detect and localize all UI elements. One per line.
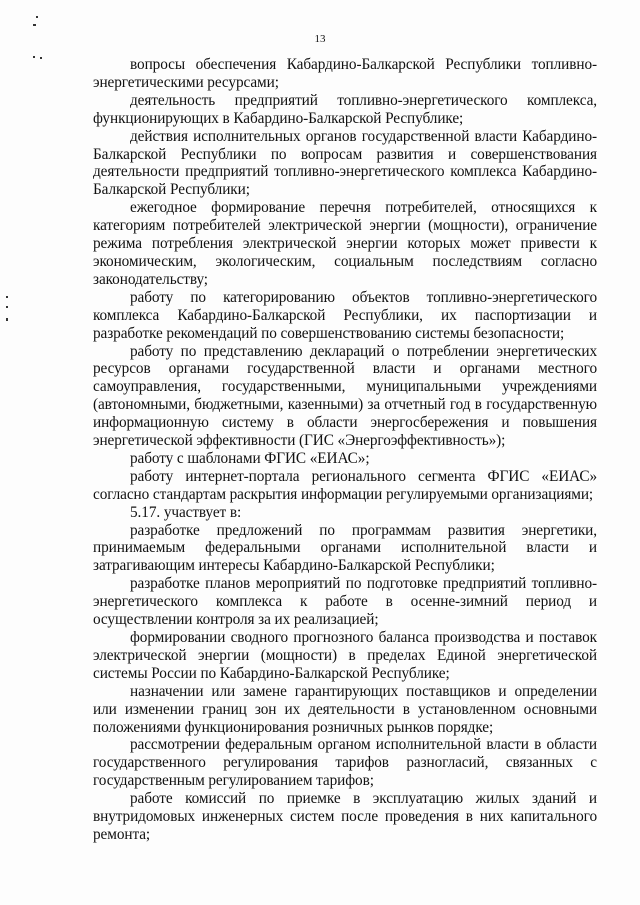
paragraph: работу интернет-портала регионального сегмента ФГИС «ЕИАС» согласно стандартам раскрытия информации регулируемыми организациями; (93, 467, 597, 503)
paragraph: действия исполнительных органов государственной власти Кабардино-Балкарской Республики по вопросам развития и совершенствования деятельности предприятий топливно-энергетического комплекса Кабардино-Балкарской Республики; (93, 127, 597, 199)
scan-mark (36, 16, 38, 18)
document-body (93, 56, 597, 844)
paragraph: работу с шаблонами ФГИС «ЕИАС»; (130, 449, 370, 467)
scan-mark (6, 296, 8, 298)
paragraph: вопросы обеспечения Кабардино-Балкарской Республики топливно-энергетическими ресурсами; (93, 56, 597, 91)
paragraph: разработке планов мероприятий по подготовке предприятий топливно-энергетического комплекса к работе в осенне-зимний период и осуществлении контроля за их реализацией; (93, 575, 597, 629)
paragraph: работе комиссий по приемке в эксплуатацию жилых зданий и внутридомовых инженерных систем после проведения в них капитального ремонта; (93, 790, 597, 843)
paragraph: деятельность предприятий топливно-энергетического комплекса, функционирующих в Кабардино-Балкарской Республике; (93, 91, 597, 127)
section-heading: 5.17. участвует в: (130, 503, 242, 521)
scan-mark (33, 24, 36, 26)
paragraph: ежегодное формирование перечня потребителей, относящихся к категориям потребителей электрической энергии (мощности), ограничение режима потребления электрической энергии которых может привести к экономическим, экологическим, социальным последствиям согласно законодательству; (93, 199, 597, 288)
paragraph: разработке предложений по программам развития энергетики, принимаемым федеральными органами исполнительной власти и затрагивающим интересы Кабардино-Балкарской Республики; (93, 521, 597, 575)
scan-mark (6, 318, 8, 321)
paragraph: работу по категорированию объектов топливно-энергетического комплекса Кабардино-Балкарской Республики, их паспортизации и разработке рекомендаций по совершенствованию системы безопасности; (93, 288, 597, 342)
scan-mark (33, 56, 35, 58)
paragraph: рассмотрении федеральным органом исполнительной власти в области государственного регулирования тарифов разногласий, связанных с государственным регулированием тарифов; (93, 736, 597, 790)
paragraph: назначении или замене гарантирующих поставщиков и определении или изменении границ зон их деятельности в установленном основными положениями функционирования розничных рынков порядке; (93, 682, 597, 736)
paragraph: работу по представлению деклараций о потреблении энергетических ресурсов органами государственной власти и органами местного самоуправления, государственными, муниципальными учреждениями (автономными, бюджетными, казенными) за отчетный год в государственную информационную систему в области энергосбережения и повышения энергетической эффективности (ГИС «Энергоэффективность»); (93, 342, 597, 450)
paragraph: формировании сводного прогнозного баланса производства и поставок электрической энергии (мощности) в пределах Единой энергетической системы России по Кабардино-Балкарской Республике; (93, 629, 597, 682)
page-number: 13 (314, 33, 326, 45)
scan-mark (40, 57, 42, 59)
scan-mark (6, 306, 8, 308)
